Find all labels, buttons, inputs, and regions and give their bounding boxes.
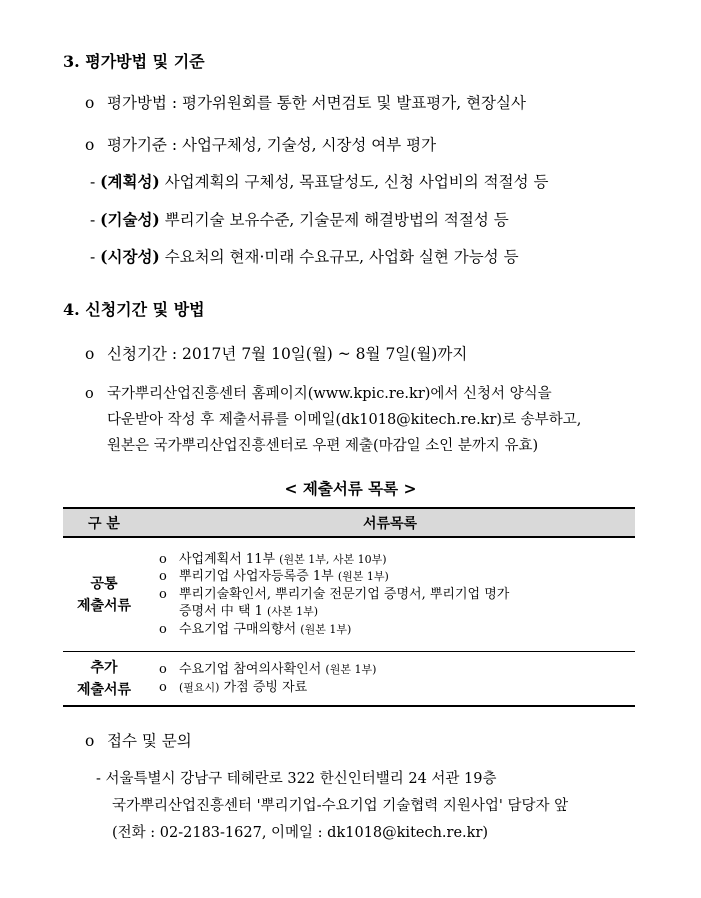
bullet-icon: o — [159, 662, 167, 677]
category-cell — [63, 652, 145, 707]
criteria-sub-text: 사업계획의 구체성, 목표달성도, 신청 사업비의 적절성 등 — [164, 173, 549, 191]
contact-line: (전화 : 02-2183-1627, 이메일 : dk1018@kitech.re.kr) — [112, 825, 489, 841]
item-note: (필요시) — [179, 680, 220, 694]
category-line: 공통 — [90, 575, 118, 592]
documents-table — [63, 507, 635, 707]
item-text: 수요기업 구매의향서 — [179, 621, 297, 637]
method-line: 국가뿌리산업진흥센터 홈페이지(www.kpic.re.kr)에서 신청서 양식을 — [107, 386, 552, 402]
eval-criteria-item — [85, 135, 436, 155]
period-item — [85, 344, 467, 364]
table-header-category: 구 분 — [63, 508, 145, 537]
criteria-sub-item: - (기술성) 뿌리기술 보유수준, 기술문제 해결방법의 적절성 등 — [90, 210, 509, 229]
criteria-sub-label: (시장성) — [100, 247, 160, 266]
eval-method-text: 평가방법 : 평가위원회를 통한 서면검토 및 발표평가, 현장실사 — [107, 94, 526, 112]
bullet-icon: o — [85, 732, 95, 750]
item-note: (원본 1부) — [325, 663, 377, 676]
category-line: 추가 — [90, 659, 118, 676]
bullet-icon: o — [85, 386, 94, 402]
list-item — [159, 621, 635, 639]
contact-title: 접수 및 문의 — [107, 732, 192, 750]
contact-item — [85, 731, 192, 751]
item-text: 뿌리기술확인서, 뿌리기술 전문기업 증명서, 뿌리기업 명가 — [179, 586, 510, 602]
item-text: 사업계획서 11부 — [179, 551, 276, 567]
section3-heading: 3. 평가방법 및 기준 — [63, 52, 205, 71]
bullet-icon: o — [159, 679, 167, 695]
category-line: 제출서류 — [76, 597, 132, 614]
bullet-icon: o — [159, 569, 167, 585]
item-note: (원본 1부, 사본 10부) — [279, 552, 387, 566]
table-header-documents: 서류목록 — [145, 508, 635, 537]
bullet-icon: o — [159, 551, 167, 567]
table-header-row — [63, 508, 635, 537]
item-note: (원본 1부) — [337, 570, 389, 584]
category-cell — [63, 537, 145, 652]
item-text: 증명서 中 택 1 — [179, 604, 263, 620]
list-item-continuation — [159, 603, 635, 621]
bullet-icon: o — [159, 586, 167, 602]
bullet-icon: o — [159, 621, 167, 637]
criteria-sub-item: - (시장성) 수요처의 현재·미래 수요규모, 사업화 실현 가능성 등 — [90, 247, 519, 266]
criteria-sub-label: (계획성) — [100, 172, 160, 191]
method-line: 원본은 국가뿌리산업진흥센터로 우편 제출(마감일 소인 분까지 유효) — [107, 438, 539, 454]
criteria-sub-text: 뿌리기술 보유수준, 기술문제 해결방법의 적절성 등 — [164, 211, 509, 229]
documents-cell — [145, 537, 635, 652]
eval-criteria-text: 평가기준 : 사업구체성, 기술성, 시장성 여부 평가 — [107, 136, 437, 154]
table-title: < 제출서류 목록 > — [284, 479, 417, 498]
list-item — [159, 679, 635, 697]
bullet-icon: o — [85, 136, 95, 154]
item-text: 뿌리기업 사업자등록증 1부 — [179, 569, 334, 585]
list-item — [159, 586, 635, 604]
item-note: (원본 1부) — [300, 622, 352, 636]
list-item — [159, 551, 635, 569]
method-item — [85, 384, 552, 404]
contact-line: - 서울특별시 강남구 테헤란로 322 한신인터밸리 24 서관 19층 — [96, 771, 497, 787]
list-item — [159, 661, 635, 679]
item-text: 수요기업 참여의사확인서 — [179, 662, 322, 677]
criteria-sub-item: - (계획성) 사업계획의 구체성, 목표달성도, 신청 사업비의 적절성 등 — [90, 172, 549, 191]
method-line: 다운받아 작성 후 제출서류를 이메일(dk1018@kitech.re.kr)로 송부하고, — [107, 412, 582, 428]
section4-heading: 4. 신청기간 및 방법 — [63, 300, 205, 319]
category-line: 제출서류 — [76, 681, 132, 698]
contact-line: 국가뿌리산업진흥센터 '뿌리기업-수요기업 기술협력 지원사업' 담당자 앞 — [112, 798, 569, 814]
bullet-icon: o — [85, 94, 95, 112]
item-note: (사본 1부) — [267, 605, 319, 619]
criteria-sub-text: 수요처의 현재·미래 수요규모, 사업화 실현 가능성 등 — [164, 248, 519, 266]
item-text: 가점 증빙 자료 — [223, 679, 308, 695]
table-row — [63, 537, 635, 652]
documents-cell — [145, 652, 635, 707]
list-item — [159, 568, 635, 586]
table-row — [63, 652, 635, 707]
period-text: 신청기간 : 2017년 7월 10일(월) ~ 8월 7일(월)까지 — [107, 345, 468, 363]
bullet-icon: o — [85, 345, 95, 363]
criteria-sub-label: (기술성) — [100, 210, 160, 229]
eval-method-item — [85, 93, 526, 113]
